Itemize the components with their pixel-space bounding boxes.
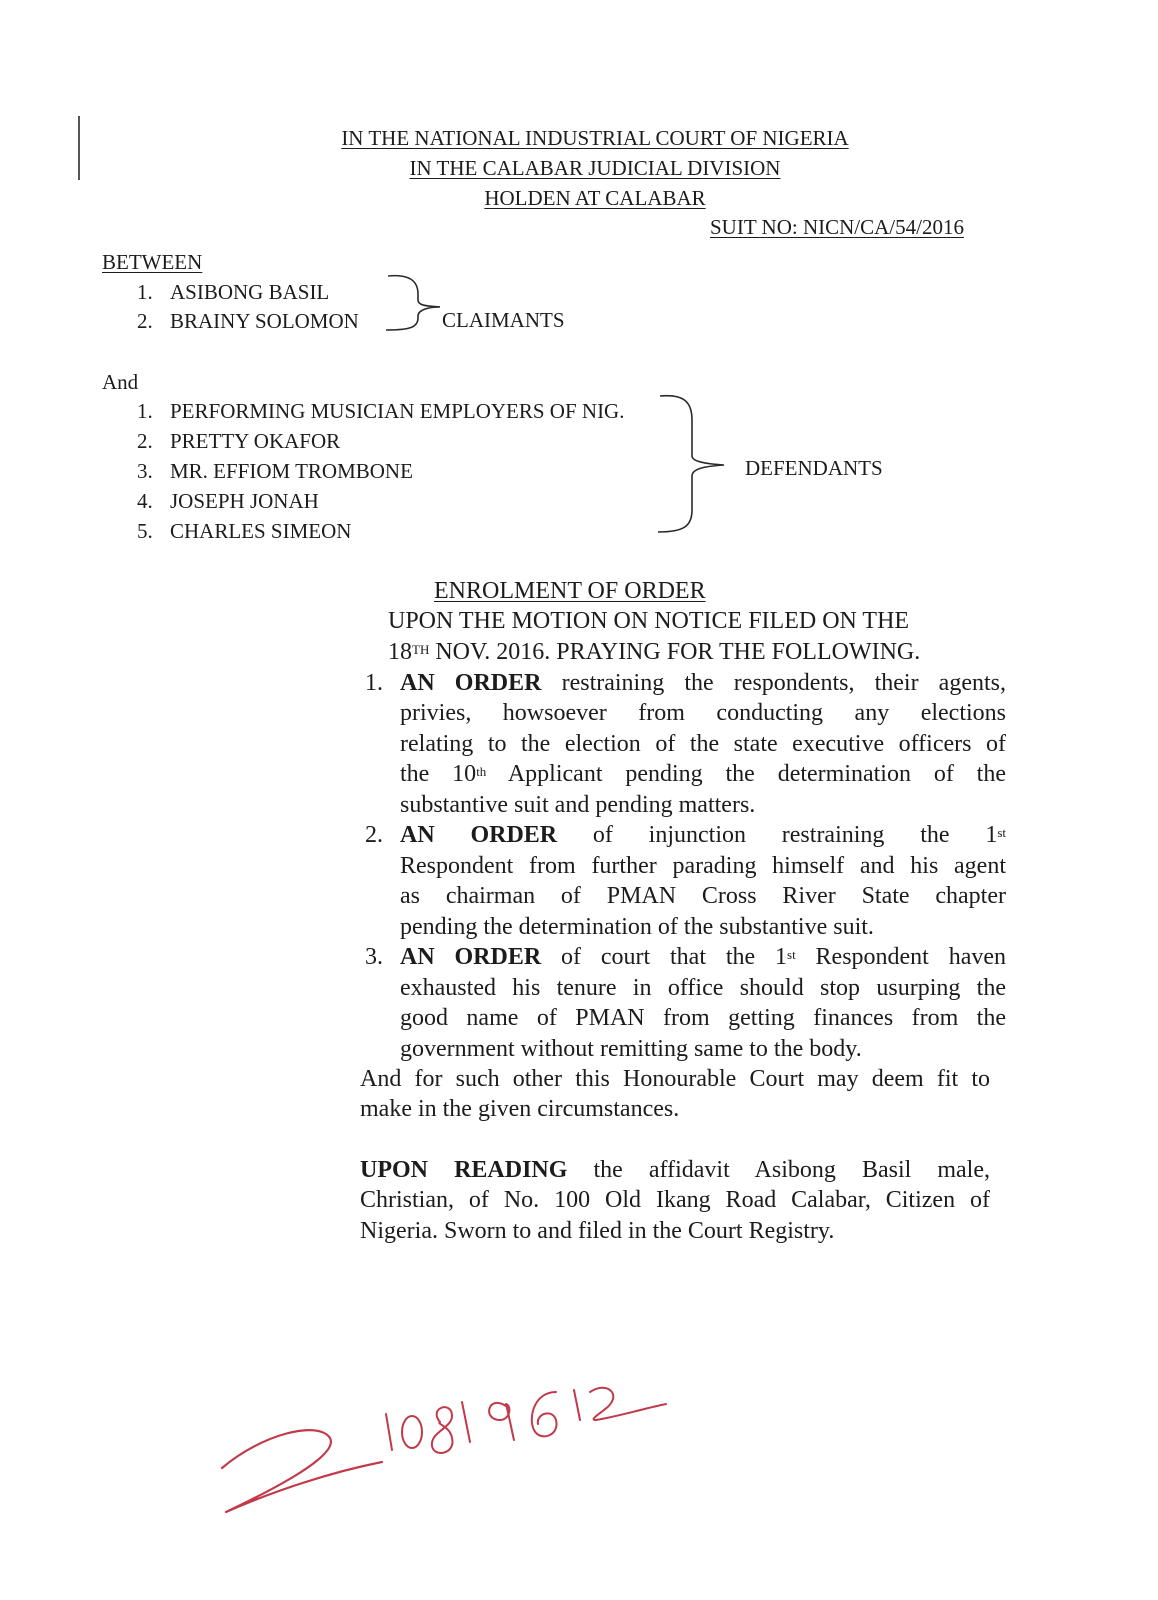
order-line: AN ORDER of court that the 1st Respondent haven bbox=[400, 944, 1006, 970]
other-reliefs-line: And for such other this Honourable Court may deem fit to bbox=[360, 1066, 990, 1092]
claimants-label: CLAIMANTS bbox=[442, 308, 565, 332]
court-division: IN THE CALABAR JUDICIAL DIVISION bbox=[409, 156, 781, 180]
claimant-name: ASIBONG BASIL bbox=[170, 280, 330, 304]
order-line: relating to the election of the state executive officers of bbox=[400, 731, 1006, 757]
order-line: the 10th Applicant pending the determination of the bbox=[400, 761, 1007, 787]
claimant-number: 2. bbox=[137, 309, 153, 333]
defendant-number: 4. bbox=[137, 489, 153, 513]
claimant-name: BRAINY SOLOMON bbox=[170, 309, 359, 333]
defendant-number: 3. bbox=[137, 459, 153, 483]
defendant-name: JOSEPH JONAH bbox=[170, 489, 319, 513]
other-reliefs-line: make in the given circumstances. bbox=[360, 1096, 680, 1122]
between-label: BETWEEN bbox=[102, 250, 203, 274]
order-line: pending the determination of the substantive suit. bbox=[400, 914, 874, 940]
upon-reading-line: Christian, of No. 100 Old Ikang Road Calabar, Citizen of bbox=[360, 1187, 990, 1213]
court-location: HOLDEN AT CALABAR bbox=[484, 186, 706, 210]
order-line: exhausted his tenure in office should stop usurping the bbox=[400, 975, 1006, 1001]
handwritten-annotation-drawing bbox=[222, 1388, 666, 1512]
order-line: AN ORDER restraining the respondents, their agents, bbox=[400, 670, 1006, 696]
motion-line: UPON THE MOTION ON NOTICE FILED ON THE bbox=[388, 608, 910, 634]
order-line: government without remitting same to the body. bbox=[400, 1036, 862, 1062]
order-line: substantive suit and pending matters. bbox=[400, 792, 756, 818]
order-line: Respondent from further parading himself and his agent bbox=[400, 853, 1006, 879]
defendant-name: MR. EFFIOM TROMBONE bbox=[170, 459, 413, 483]
order-line: privies, howsoever from conducting any elections bbox=[400, 700, 1006, 726]
defendant-name: PERFORMING MUSICIAN EMPLOYERS OF NIG. bbox=[170, 399, 625, 423]
order-number: 1. bbox=[365, 670, 383, 696]
order-line: as chairman of PMAN Cross River State chapter bbox=[400, 883, 1006, 909]
defendants-brace bbox=[658, 396, 724, 532]
order-number: 3. bbox=[365, 944, 383, 970]
order-number: 2. bbox=[365, 822, 383, 848]
motion-line: 18TH NOV. 2016. PRAYING FOR THE FOLLOWING. bbox=[388, 639, 921, 665]
defendant-name: CHARLES SIMEON bbox=[170, 519, 352, 543]
defendant-number: 2. bbox=[137, 429, 153, 453]
order-line: AN ORDER of injunction restraining the 1st bbox=[400, 822, 1006, 848]
defendants-label: DEFENDANTS bbox=[745, 456, 883, 480]
suit-number: SUIT NO: NICN/CA/54/2016 bbox=[710, 215, 964, 239]
defendant-number: 1. bbox=[137, 399, 153, 423]
claimants-brace bbox=[386, 276, 440, 330]
court-name: IN THE NATIONAL INDUSTRIAL COURT OF NIGERIA bbox=[341, 126, 849, 150]
enrolment-title: ENROLMENT OF ORDER bbox=[434, 578, 706, 604]
upon-reading-line: UPON READING the affidavit Asibong Basil male, bbox=[360, 1157, 990, 1183]
defendant-name: PRETTY OKAFOR bbox=[170, 429, 341, 453]
and-label: And bbox=[102, 370, 139, 394]
order-line: good name of PMAN from getting finances from the bbox=[400, 1005, 1006, 1031]
defendant-number: 5. bbox=[137, 519, 153, 543]
upon-reading-line: Nigeria. Sworn to and filed in the Court Registry. bbox=[360, 1218, 835, 1244]
claimant-number: 1. bbox=[137, 280, 153, 304]
